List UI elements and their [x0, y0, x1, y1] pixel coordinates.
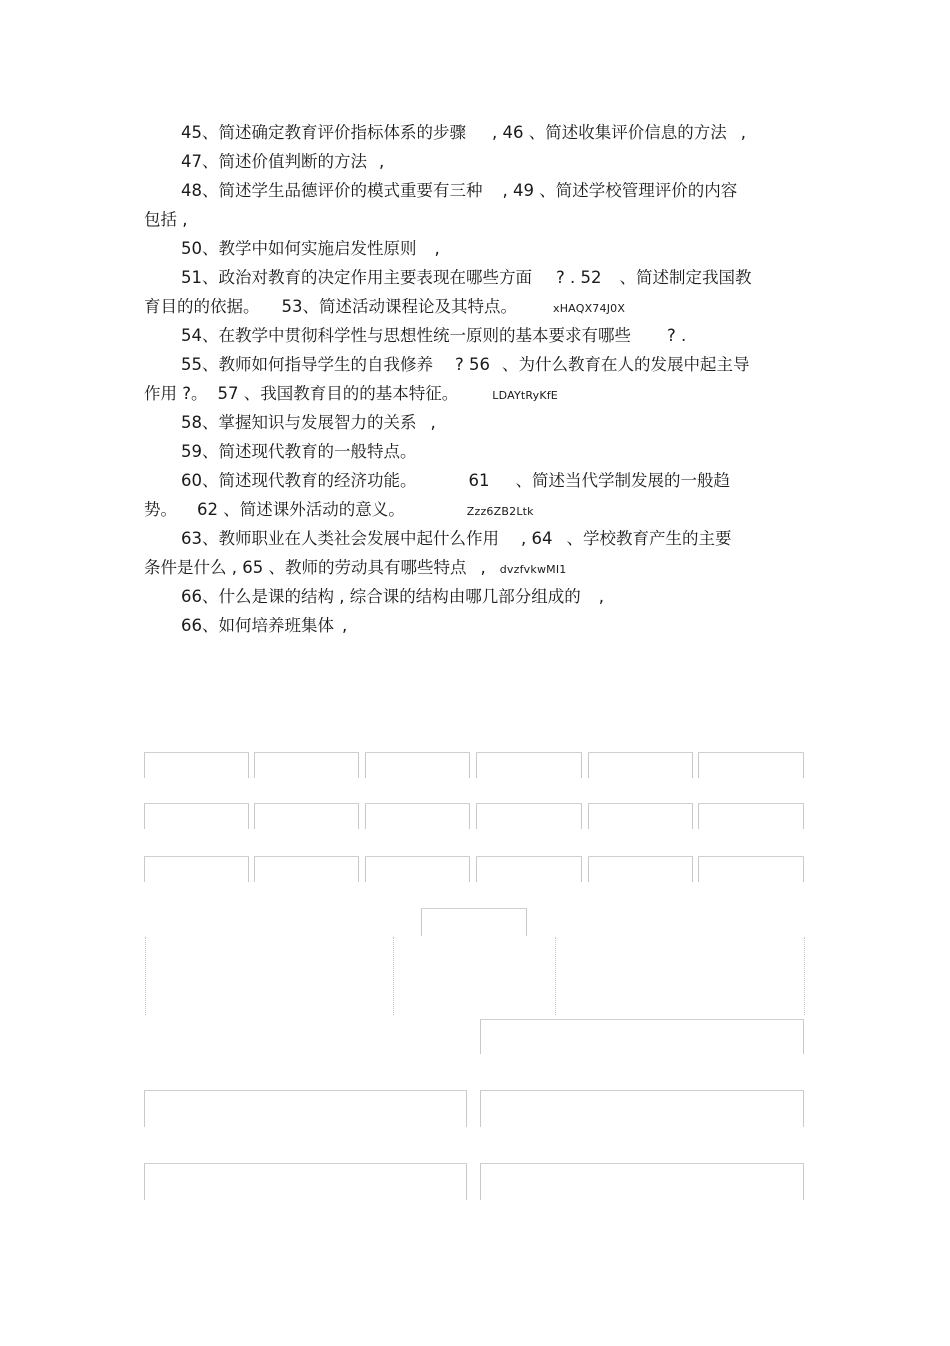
line-text: 58、掌握知识与发展智力的关系 — [181, 413, 417, 432]
line-text: 育目的的依据。 — [144, 297, 260, 316]
line-text: , — [342, 616, 348, 635]
text-line — [144, 437, 841, 466]
line-text: 势。 — [144, 500, 177, 519]
line-text: 61 — [468, 471, 490, 490]
grid-cell — [476, 856, 582, 882]
line-text: 57 、我国教育目的的基本特征。 — [217, 384, 459, 403]
dotted-rule — [145, 937, 146, 1015]
line-text: 、学校教育产生的主要 — [566, 529, 732, 548]
line-text: ? . 52 — [556, 268, 602, 287]
grid-cell — [588, 803, 693, 829]
text-line — [144, 379, 804, 410]
reference-code: xHAQX74J0X — [553, 302, 626, 315]
line-text: 63、教师职业在人类社会发展中起什么作用 — [181, 529, 499, 548]
grid-cell — [144, 1090, 467, 1127]
grid-cell — [588, 856, 693, 882]
text-line — [144, 611, 841, 640]
grid-cell — [698, 803, 804, 829]
text-line — [144, 205, 804, 234]
line-text: 、为什么教育在人的发展中起主导 — [502, 355, 750, 374]
grid-cell — [480, 1090, 804, 1127]
grid-cell — [144, 856, 249, 882]
text-line — [144, 176, 841, 205]
line-text: 51、政治对教育的决定作用主要表现在哪些方面 — [181, 268, 532, 287]
line-text: , — [480, 558, 486, 577]
diagram-box — [421, 908, 527, 936]
grid-cell — [588, 752, 693, 778]
line-text: 50、教学中如何实施启发性原则 — [181, 239, 417, 258]
line-text: 45、简述确定教育评价指标体系的步骤 — [181, 123, 466, 142]
text-line — [144, 263, 841, 292]
text-line — [144, 466, 841, 495]
grid-cell — [365, 803, 470, 829]
grid-cell — [254, 856, 359, 882]
line-text: , — [434, 239, 440, 258]
line-text: ? . — [667, 326, 687, 345]
dotted-rule — [555, 937, 556, 1015]
line-text: 包括 , — [144, 210, 188, 229]
line-text: 53、简述活动课程论及其特点。 — [281, 297, 517, 316]
line-text: , 64 — [521, 529, 553, 548]
text-line — [144, 350, 841, 379]
text-line — [144, 524, 841, 553]
line-text: 62 、简述课外活动的意义。 — [197, 500, 405, 519]
grid-cell — [476, 803, 582, 829]
grid-cell — [365, 752, 470, 778]
grid-cell — [698, 856, 804, 882]
line-text: 、简述当代学制发展的一般趋 — [515, 471, 730, 490]
line-text: , 49 、简述学校管理评价的内容 — [502, 181, 738, 200]
reference-code: Zzz6ZB2Ltk — [466, 505, 534, 518]
line-text: 60、简述现代教育的经济功能。 — [181, 471, 417, 490]
text-line — [144, 321, 841, 350]
line-text: 48、简述学生品德评价的模式重要有三种 — [181, 181, 483, 200]
line-text: , — [740, 123, 746, 142]
grid-cell — [144, 803, 249, 829]
line-text: 、简述制定我国教 — [619, 268, 752, 287]
line-text: , — [379, 152, 385, 171]
text-line — [144, 147, 841, 176]
line-text: 59、简述现代教育的一般特点。 — [181, 442, 417, 461]
diagram-box — [480, 1019, 804, 1054]
text-line — [144, 118, 841, 147]
grid-cell — [144, 752, 249, 778]
line-text: 47、简述价值判断的方法 — [181, 152, 367, 171]
line-text: 66、什么是课的结构 , 综合课的结构由哪几部分组成的 — [181, 587, 581, 606]
text-line — [144, 234, 841, 263]
dotted-rule — [393, 937, 394, 1015]
line-text: , — [598, 587, 604, 606]
reference-code: LDAYtRyKfE — [492, 389, 558, 402]
line-text: ? 56 — [455, 355, 490, 374]
line-text: , 46 、简述收集评价信息的方法 — [492, 123, 727, 142]
line-text: 54、在教学中贯彻科学性与思想性统一原则的基本要求有哪些 — [181, 326, 631, 345]
grid-cell — [365, 856, 470, 882]
grid-cell — [254, 752, 359, 778]
dotted-rule — [804, 937, 805, 1015]
text-line — [144, 582, 841, 611]
line-text: 55、教师如何指导学生的自我修养 — [181, 355, 433, 374]
text-line — [144, 553, 804, 584]
grid-cell — [254, 803, 359, 829]
line-text: 作用 ?。 — [144, 384, 208, 403]
line-text: , — [430, 413, 436, 432]
grid-cell — [144, 1163, 467, 1200]
line-text: 条件是什么 , 65 、教师的劳动具有哪些特点 — [144, 558, 467, 577]
text-line — [144, 408, 841, 437]
grid-cell — [698, 752, 804, 778]
grid-cell — [476, 752, 582, 778]
text-line — [144, 292, 804, 323]
line-text: 66、如何培养班集体 — [181, 616, 334, 635]
text-line — [144, 495, 804, 526]
grid-cell — [480, 1163, 804, 1200]
reference-code: dvzfvkwMI1 — [499, 563, 567, 576]
